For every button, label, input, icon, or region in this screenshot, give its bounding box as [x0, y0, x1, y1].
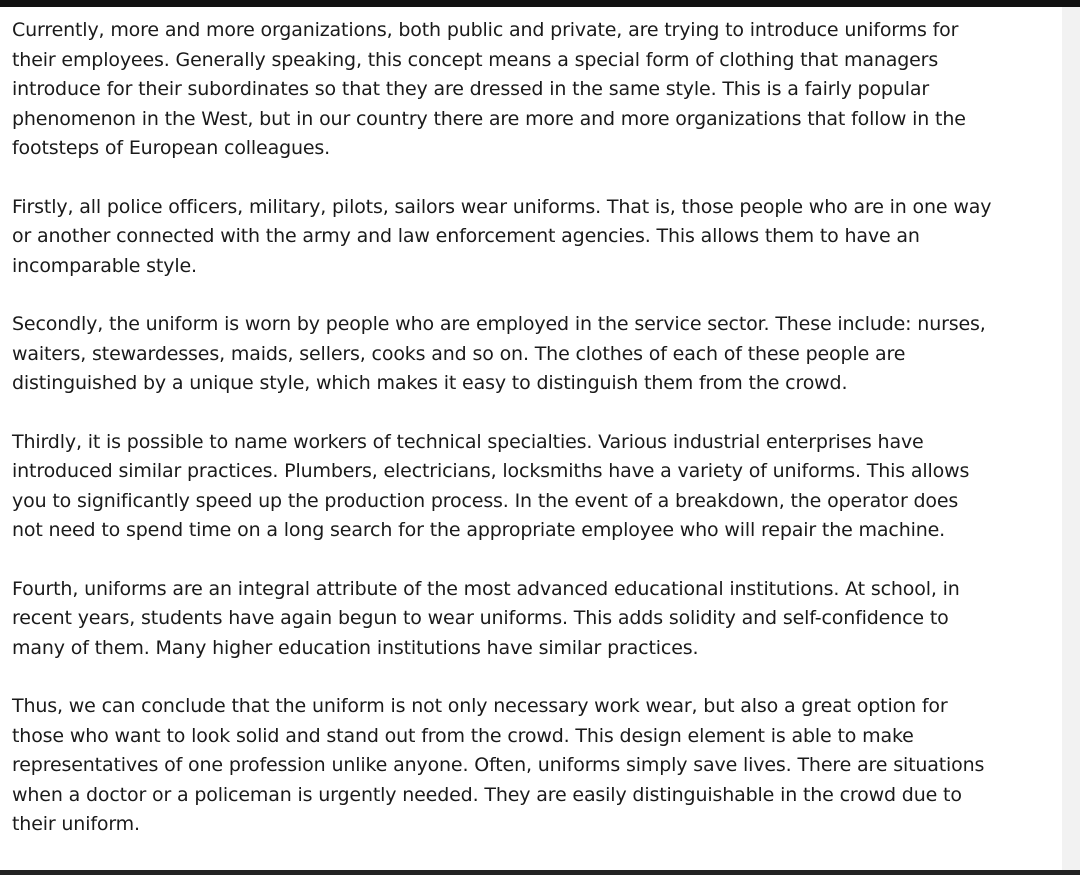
text-line: their employees. Generally speaking, this concept means a special form of clothing that managers — [12, 48, 939, 71]
paragraph-secondly — [12, 310, 1052, 399]
text-line: incomparable style. — [12, 254, 197, 277]
paragraph-thirdly — [12, 428, 1052, 546]
text-line: footsteps of European colleagues. — [12, 137, 331, 159]
text-line: Firstly, all police officers, military, pilots, sailors wear uniforms. That is, those people who are in one way — [12, 195, 992, 218]
text-line: waiters, stewardesses, maids, sellers, cooks and so on. The clothes of each of these people are — [12, 342, 906, 365]
text-line: recent years, students have again begun to wear uniforms. This adds solidity and self-confidence to — [12, 607, 949, 629]
document-body — [12, 16, 1052, 869]
bottom-border-bar — [0, 870, 1080, 875]
paragraph-firstly — [12, 193, 1052, 282]
text-line: you to significantly speed up the production process. In the event of a breakdown, the operator does — [12, 489, 959, 512]
text-line: not need to spend time on a long search for the appropriate employee who will repair the machine. — [12, 519, 946, 541]
paragraph-fourth — [12, 575, 1052, 664]
text-line: or another connected with the army and law enforcement agencies. This allows them to have an — [12, 225, 920, 247]
text-line: introduced similar practices. Plumbers, electricians, locksmiths have a variety of uniforms. This allows — [12, 460, 970, 482]
text-line: Fourth, uniforms are an integral attribute of the most advanced educational institutions. At school, in — [12, 577, 960, 600]
text-line: Thirdly, it is possible to name workers of technical specialties. Various industrial enterprises have — [12, 430, 924, 453]
text-line: Currently, more and more organizations, both public and private, are trying to introduce uniforms for — [12, 19, 959, 41]
text-line: phenomenon in the West, but in our country there are more and more organizations that follow in the — [12, 107, 966, 130]
text-line: those who want to look solid and stand out from the crowd. This design element is able to make — [12, 724, 914, 747]
text-line: when a doctor or a policeman is urgently needed. They are easily distinguishable in the crowd due to — [12, 783, 962, 806]
text-line: their uniform. — [12, 813, 140, 835]
text-line: representatives of one profession unlike anyone. Often, uniforms simply save lives. There are situations — [12, 754, 985, 776]
text-line: introduce for their subordinates so that they are dressed in the same style. This is a fairly popular — [12, 78, 930, 100]
text-line: Thus, we can conclude that the uniform is not only necessary work wear, but also a great option for — [12, 695, 948, 717]
top-border-bar — [0, 0, 1080, 7]
text-line: Secondly, the uniform is worn by people who are employed in the service sector. These include: nurses, — [12, 313, 986, 335]
paragraph-conclusion — [12, 692, 1052, 840]
right-margin-strip — [1062, 7, 1080, 870]
text-line: many of them. Many higher education institutions have similar practices. — [12, 636, 699, 659]
paragraph-intro — [12, 16, 1052, 164]
text-line: distinguished by a unique style, which makes it easy to distinguish them from the crowd. — [12, 372, 848, 394]
